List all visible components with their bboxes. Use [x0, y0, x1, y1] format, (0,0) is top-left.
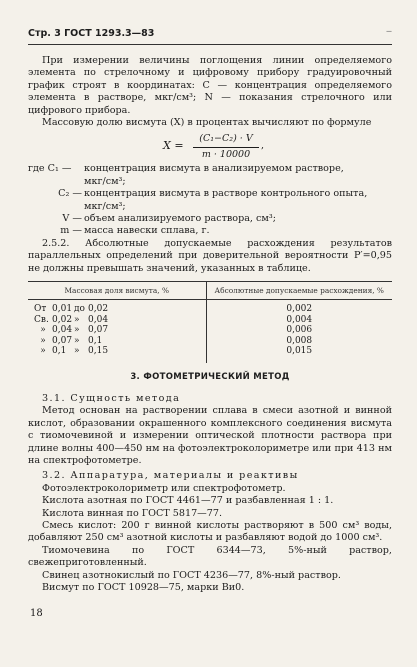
- formula-denominator: m · 10000: [201, 148, 251, 160]
- definition-label: V —: [62, 213, 82, 225]
- definition-text: объем анализируемого раствора, см³;: [84, 213, 276, 225]
- tolerance-value: 0,004: [286, 314, 313, 325]
- table-header-row: [28, 282, 392, 300]
- tolerance-table: [28, 281, 392, 363]
- formula-numerator: (C₁−C₂) · V: [193, 133, 259, 147]
- equipment-item: Висмут по ГОСТ 10928—75, марки Ви0.: [42, 582, 245, 594]
- equipment-item: Тиомочевина по ГОСТ 6344—73, 5%-ный раствор, свежеприготовленный.: [28, 544, 392, 569]
- header-label: Стр. 3 ГОСТ 1293.3—83: [28, 28, 155, 39]
- header-rule: [28, 44, 392, 45]
- formula-lhs: X =: [163, 139, 184, 153]
- formula-tail: ,: [261, 140, 265, 152]
- tolerance-value: 0,002: [286, 304, 313, 315]
- definition-label: C₂ —: [58, 188, 82, 200]
- definition-row: [28, 188, 392, 200]
- range-row: Св. 0,02 » 0,04: [34, 314, 109, 325]
- page-header: [28, 28, 392, 42]
- definition-text: концентрация висмута в анализируемом растворе,: [84, 163, 344, 175]
- paragraph-tolerances: 2.5.2. Абсолютные допускаемые расхождения результатов параллельных определений при доверительной вероятности P′=0,95 не должны превышать значений, указанных в таблице.: [28, 237, 392, 274]
- equipment-item: Кислота винная по ГОСТ 5817—77.: [42, 507, 223, 519]
- definition-row: [28, 213, 392, 225]
- formula-definitions: [28, 163, 392, 237]
- equipment-item: Кислота азотная по ГОСТ 4461—77 и разбавленная 1 : 1.: [42, 495, 334, 507]
- table-cell-ranges: [28, 300, 206, 363]
- formula-fraction: [193, 133, 259, 161]
- equipment-item: Свинец азотнокислый по ГОСТ 4236—77, 8%-ный раствор.: [42, 569, 341, 581]
- definition-text: масса навески сплава, г.: [84, 225, 210, 237]
- formula: [28, 133, 392, 159]
- definition-label: m —: [60, 225, 82, 237]
- range-row: » 0,04 » 0,07: [40, 325, 109, 336]
- corner-mark: ‒: [385, 26, 392, 37]
- equipment-item: Смесь кислот: 200 г винной кислоты растворяют в 500 см³ воды, добавляют 250 см³ азотной кислоты и разбавляют водой до 1000 см³.: [28, 520, 392, 544]
- definition-row: [28, 225, 392, 237]
- definition-row: [28, 201, 392, 213]
- definition-text: мкг/см³;: [84, 200, 126, 212]
- tolerance-value: 0,008: [286, 335, 313, 346]
- definition-label: [28, 176, 84, 188]
- page-number: 18: [30, 608, 43, 619]
- definition-label: где C₁ —: [28, 163, 72, 175]
- paragraph-calibration: При измерении величины поглощения линии определяемого элемента по стрелочному и цифровому прибору градуировочный график строят в координатах: C — концентрация определяемого элемента в растворе, мкг/см³; N — показания стрелочного или цифрового прибора.: [28, 55, 392, 116]
- tolerance-value: 0,006: [286, 325, 313, 336]
- document-page: [28, 28, 392, 595]
- table-header-tolerance: Абсолютные допускаемые расхождения, %: [206, 282, 392, 300]
- definition-text: мкг/см³;: [84, 175, 126, 187]
- range-row: » 0,07 » 0,1: [40, 335, 103, 346]
- paragraph-principle: Метод основан на растворении сплава в смеси азотной и винной кислот, образовании окрашенного комплексного соединения висмута с тиомочевиной и измерении оптической плотности раствора при длине волны 400—450 нм на фотоэлектроколориметре или при 413 нм на спектрофотометре.: [28, 405, 392, 467]
- definition-row: [28, 163, 392, 175]
- definition-text: концентрация висмута в растворе контрольного опыта,: [84, 188, 368, 200]
- equipment-item: Фотоэлектроколориметр или спектрофотометр.: [42, 482, 286, 494]
- definition-row: [28, 176, 392, 188]
- table-header-mass-fraction: Массовая доля висмута, %: [28, 282, 206, 300]
- range-row: » 0,1 » 0,15: [40, 346, 109, 357]
- subsection-heading-principle: 3.1. Сущность метода: [42, 393, 181, 404]
- tolerance-value: 0,015: [286, 346, 313, 357]
- range-row: От 0,01 до 0,02: [34, 304, 109, 315]
- table-cell-values: [206, 300, 392, 363]
- section-title: 3. ФОТОМЕТРИЧЕСКИЙ МЕТОД: [130, 371, 290, 382]
- subsection-heading-equipment: 3.2. Аппаратура, материалы и реактивы: [42, 470, 299, 482]
- definition-label: [28, 201, 84, 213]
- paragraph-formula-intro: Массовую долю висмута (X) в процентах вычисляют по формуле: [42, 117, 372, 129]
- table-row: [28, 300, 392, 363]
